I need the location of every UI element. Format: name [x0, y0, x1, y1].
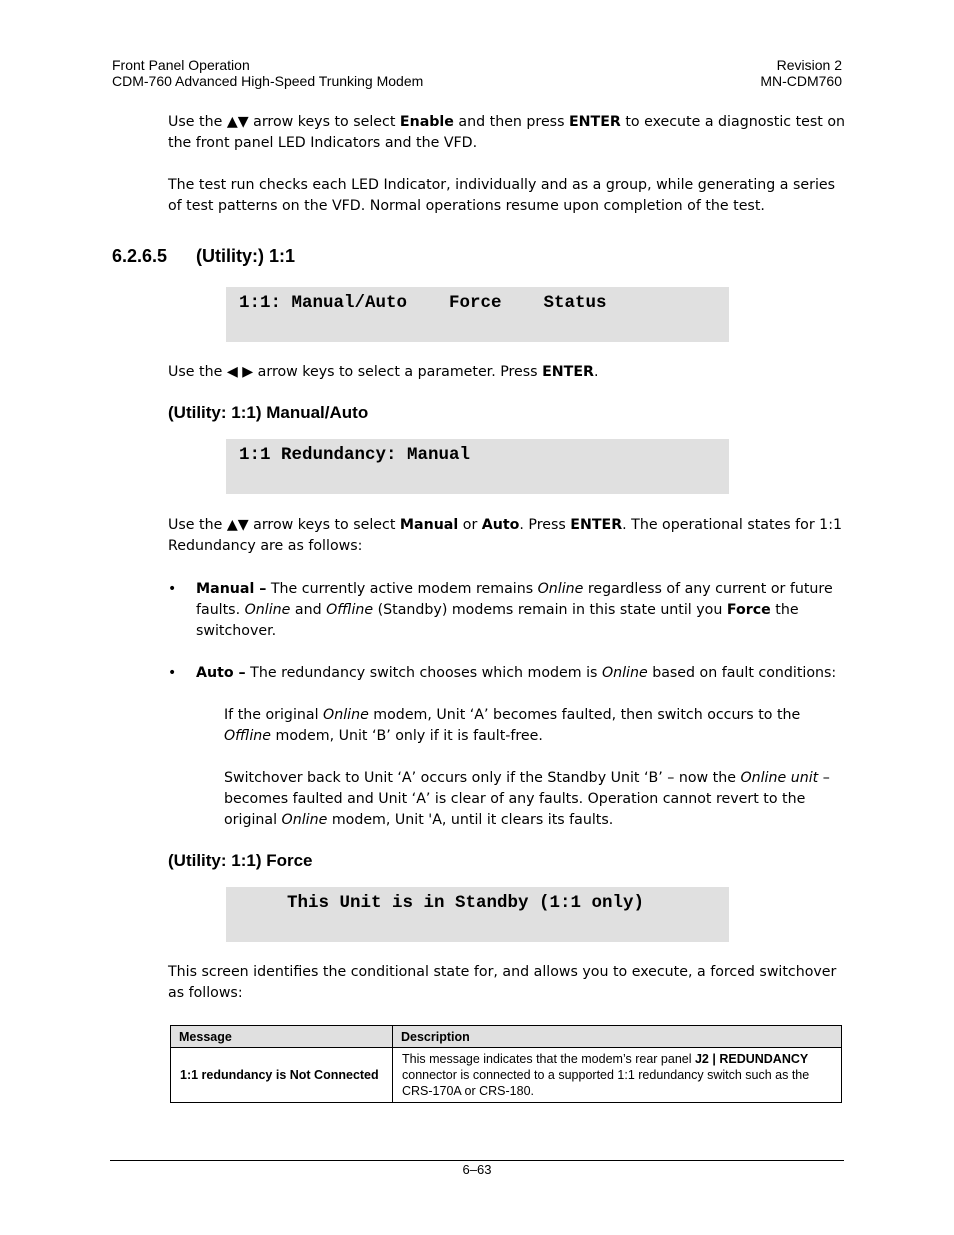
lcd-display-menu	[226, 287, 729, 342]
header-chapter: Front Panel Operation	[112, 57, 250, 73]
text-run: or	[458, 517, 482, 533]
lcd-text: 1:1: Manual/Auto Force Status	[239, 293, 607, 313]
manual-keyword: Manual	[399, 517, 459, 533]
text-run: This message indicates that the modem’s rear panel	[402, 1052, 695, 1066]
left-right-arrows-icon: ◀ ▶	[226, 364, 254, 380]
section-number: 6.2.6.5	[112, 246, 168, 266]
text-run: modem, Unit ‘B’ only if it is fault-free.	[271, 728, 543, 744]
intro-paragraph-enable	[168, 112, 848, 154]
text-run: arrow keys to select	[248, 517, 400, 533]
text-run: .	[593, 364, 599, 380]
running-header-right	[760, 57, 842, 89]
text-run: and	[290, 602, 327, 618]
bullet-auto	[196, 663, 846, 684]
bullet-manual	[196, 579, 846, 642]
force-paragraph: This screen identifies the conditional state for, and allows you to execute, a forced switchover as follows:	[168, 964, 837, 1001]
text-run: arrow keys to select	[248, 114, 400, 130]
text-run: arrow keys to select a parameter. Press	[253, 364, 543, 380]
text-run: . The operational states for 1:1 Redundancy are as follows:	[168, 517, 843, 554]
table-header-row	[171, 1026, 842, 1048]
text-run: If the original	[224, 707, 324, 723]
message-table	[170, 1025, 842, 1103]
header-revision: Revision 2	[776, 57, 842, 73]
message-cell: 1:1 redundancy is Not Connected	[171, 1048, 393, 1103]
table-row	[171, 1048, 842, 1103]
subheading-manual-auto: (Utility: 1:1) Manual/Auto	[168, 403, 369, 422]
enable-keyword: Enable	[399, 114, 454, 130]
text-run: modem, Unit 'A, until it clears its faults.	[327, 812, 614, 828]
lcd-text: This Unit is in Standby (1:1 only)	[287, 893, 645, 913]
offline-term: Offline	[224, 728, 272, 744]
column-header-description: Description	[393, 1026, 842, 1048]
section-title: (Utility:) 1:1	[196, 246, 295, 266]
lcd-display-redundancy	[226, 439, 729, 494]
description-cell	[393, 1048, 842, 1103]
text-run: to execute a diagnostic test on the front panel LED Indicators and the VFD.	[168, 114, 846, 151]
page-number: 6–63	[462, 1162, 492, 1177]
bullet-icon: •	[168, 665, 177, 681]
online-term: Online	[601, 665, 648, 681]
enter-keyword: ENTER	[568, 114, 621, 130]
column-header-message: Message	[171, 1026, 393, 1048]
up-down-arrows-icon: ▲▼	[226, 517, 249, 533]
text-run: . Press	[519, 517, 571, 533]
auto-label: Auto –	[196, 665, 246, 681]
connector-name: J2 | REDUNDANCY	[694, 1052, 809, 1066]
intro-paragraph-test-run: The test run checks each LED Indicator, individually and as a group, while generating a series of test patterns on the VFD. Normal operations resume upon completion of the test.	[168, 177, 836, 214]
text-run: modem, Unit ‘A’ becomes faulted, then switch occurs to the	[368, 707, 801, 723]
running-header-left	[112, 57, 423, 89]
select-parameter-paragraph	[168, 362, 848, 383]
header-product: CDM-760 Advanced High-Speed Trunking Modem	[112, 73, 424, 89]
force-keyword: Force	[726, 602, 771, 618]
offline-term: Offline	[326, 602, 374, 618]
text-run: The currently active modem remains	[266, 581, 538, 597]
text-run: the switchover.	[196, 602, 799, 639]
lcd-text: 1:1 Redundancy: Manual	[239, 445, 471, 465]
text-run: Use the	[168, 114, 227, 130]
text-run: Use the	[168, 364, 227, 380]
text-run: connector is connected to a supported 1:1 redundancy switch such as the CRS-170A or CRS-180.	[402, 1068, 810, 1098]
section-heading	[112, 245, 295, 267]
online-term: Online	[537, 581, 584, 597]
manual-label: Manual –	[196, 581, 267, 597]
online-term: Online	[281, 812, 328, 828]
enter-keyword: ENTER	[542, 364, 594, 380]
bullet-icon: •	[168, 581, 177, 597]
up-down-arrows-icon: ▲▼	[226, 114, 249, 130]
text-run: based on fault conditions:	[647, 665, 837, 681]
auto-detail-paragraph-2	[224, 768, 846, 831]
manual-auto-paragraph	[168, 515, 848, 557]
text-run: Use the	[168, 517, 227, 533]
footer-rule	[110, 1160, 844, 1161]
online-term: Online	[323, 707, 369, 723]
subheading-force: (Utility: 1:1) Force	[168, 851, 313, 870]
text-run: – becomes faulted and Unit ‘A’ is clear of any faults. Operation cannot revert to the original	[224, 770, 830, 828]
online-term: Online	[244, 602, 291, 618]
text-run: and then press	[453, 114, 569, 130]
header-doc-number: MN-CDM760	[760, 73, 842, 89]
auto-detail-paragraph-1	[224, 705, 846, 747]
text-run: The redundancy switch chooses which modem is	[245, 665, 602, 681]
text-run: (Standby) modems remain in this state until you	[373, 602, 727, 618]
text-run: regardless of any current or future faults.	[196, 581, 833, 618]
online-unit-term: Online unit	[740, 770, 819, 786]
auto-keyword: Auto	[481, 517, 520, 533]
text-run: Switchover back to Unit ‘A’ occurs only if the Standby Unit ‘B’ – now the	[224, 770, 741, 786]
lcd-display-force	[226, 887, 729, 942]
enter-keyword: ENTER	[570, 517, 623, 533]
